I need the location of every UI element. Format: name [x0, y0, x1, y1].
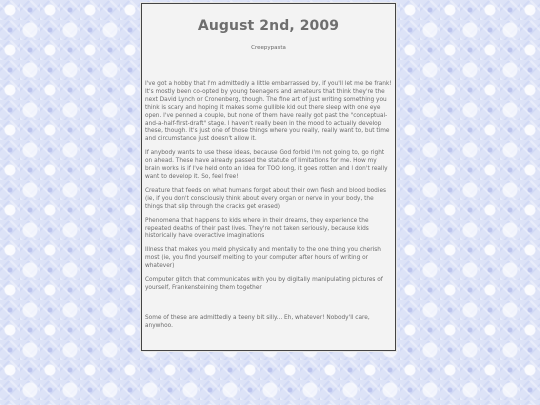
post-paragraph: Phenomena that happens to kids where in their dreams, they experience the repeated deaths of their past lives. They're not taken seriously, because kids historically have overactive imaginations: [145, 217, 369, 240]
post-paragraph: If anybody wants to use these ideas, because God forbid I'm not going to, go right on ahead. These have already passed the statute of limitations for me. How my brain works is if I've held onto an idea for TOO long, it goes rotten and I don't really want to develop it. So, feel free!: [145, 150, 388, 180]
post-paragraph: I've got a hobby that I'm admittedly a little embarrassed by, if you'll let me be frank! It's mostly been co-opted by young teenagers and amateurs that think they're the next David Lynch or Cronenberg, though. The fine art of just writing something you think is scary and hoping it makes some gullible kid out there sleep with one eye open. I've penned a couple, but none of them have really got past the "conceptual-and-a-half-first-draft" stage. I haven't really been in the mood to actually develop these, though. It's just one of those things where you really, really want to, but time and circumstance just doesn't allow it.: [145, 81, 392, 143]
blog-post-card: [141, 3, 396, 351]
post-title: August 2nd, 2009: [197, 18, 340, 34]
post-author: Creepypasta: [251, 45, 286, 51]
post-paragraph: Illness that makes you meld physically and mentally to the one thing you cherish most (ie, you find yourself melting to your computer after hours of writing or whatever): [145, 247, 381, 270]
post-paragraph: Computer glitch that communicates with you by digitally manipulating pictures of yourself, Frankensteining them together: [145, 277, 383, 291]
post-paragraph: Some of these are admittedly a teeny bit silly... Eh, whatever! Nobody'll care, anywhoo.: [145, 314, 370, 329]
post-body: [145, 81, 392, 331]
post-paragraph: Creature that feeds on what humans forget about their own flesh and blood bodies (ie, if you don't consciously think about every organ or nerve in your body, the things that slip through the cracks get erased): [145, 187, 387, 210]
